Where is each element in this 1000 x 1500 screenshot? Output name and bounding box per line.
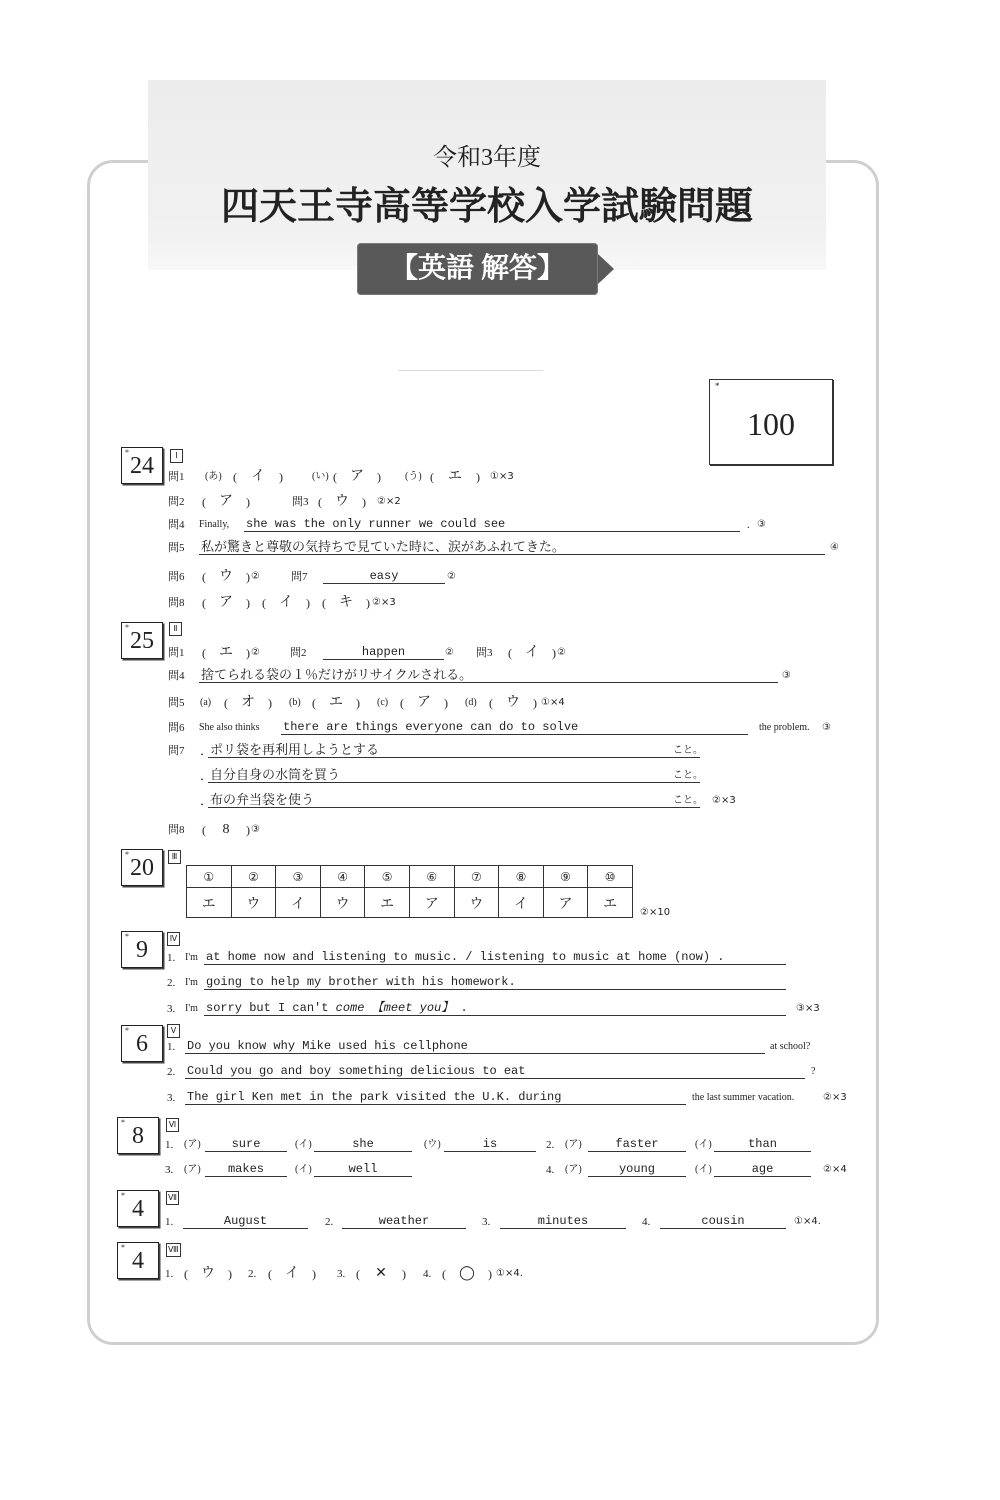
exam-title: 四天王寺高等学校入学試験問題 [220, 186, 753, 228]
s2-q1-score: ② [251, 647, 260, 658]
s5-item-3-answer: The girl Ken met in the park visited the U.K. during [185, 1088, 686, 1105]
s1-q1-b-label: (い) [312, 471, 329, 482]
s5-item-3-num: 3. [167, 1092, 176, 1104]
s2-q4-label: 問4 [168, 670, 185, 682]
s2-roman: Ⅱ [169, 622, 182, 636]
s1-q2-answer: ( ア ) [202, 492, 250, 512]
s4-score-mark: * [125, 932, 129, 941]
s2-q6-row [0, 718, 1000, 738]
exam-year: 令和3年度 [433, 145, 541, 171]
s4-item-2-prefix: I'm [185, 977, 198, 988]
s6-q3-b-label: (イ) [295, 1164, 312, 1175]
s1-q4-suffix: . [747, 519, 750, 531]
s1-q6-row [0, 567, 1000, 587]
s1-q1-score: ①×3 [490, 471, 514, 482]
s1-q5-score: ④ [830, 542, 839, 553]
s2-q5-d-answer: ( ウ ) [489, 693, 537, 713]
s6-q2-b-answer: than [714, 1135, 811, 1152]
s5-score-mark: * [125, 1026, 129, 1035]
s3-answer-cell: ウ [320, 888, 365, 918]
s6-points: 8 [132, 1123, 144, 1149]
s3-number-cell: ⑨ [543, 866, 588, 888]
s2-q1-label: 問1 [168, 647, 185, 659]
s1-q1-c-label: (う) [405, 471, 422, 482]
s2-q8-answer: ( 8 ) [202, 820, 250, 840]
s4-item-3-answer-main: sorry but I can't [206, 1001, 329, 1015]
s3-number-cell: ② [231, 866, 276, 888]
s3-number-row [187, 866, 633, 888]
s4-item-3-answer-alt: 【meet you】 [371, 1001, 454, 1015]
s1-q6-label: 問6 [168, 571, 185, 583]
s3-answer-cell: ウ [231, 888, 276, 918]
s7-row [0, 1212, 1000, 1232]
s3-answer-cell: ア [409, 888, 454, 918]
s5-item-3-suffix: the last summer vacation. [692, 1092, 795, 1103]
s3-number-cell: ① [187, 866, 232, 888]
s3-number-cell: ⑤ [365, 866, 410, 888]
s2-q7-label: 問7 [168, 745, 185, 757]
s2-q5-a-answer: ( オ ) [224, 693, 272, 713]
s3-answer-cell: ア [543, 888, 588, 918]
s4-score: ③×3 [796, 1003, 820, 1014]
s2-q1-row [0, 643, 1000, 663]
s2-q7-bullet-2: ． [200, 768, 214, 783]
s8-score: ①×4. [496, 1268, 523, 1279]
s3-answer-cell: ウ [454, 888, 499, 918]
s4-item-3-suffix: . [460, 1001, 468, 1015]
s7-item-2-answer: weather [342, 1212, 466, 1229]
s8-item-3-num: 3. [337, 1268, 346, 1280]
s6-q1-a-answer: sure [205, 1135, 287, 1152]
s4-points: 9 [136, 937, 148, 963]
s6-q2-num: 2. [546, 1139, 555, 1151]
s3-answer-cell: エ [187, 888, 232, 918]
s1-q8-row [0, 593, 1000, 613]
subject-label: 【英語 解答】 [389, 253, 565, 284]
s6-q2-a-answer: faster [588, 1135, 686, 1152]
s3-score-row [0, 903, 1000, 923]
s2-q3-label: 問3 [476, 647, 493, 659]
s5-item-2-answer: Could you go and boy something delicious to eat [185, 1062, 805, 1079]
s8-roman: Ⅷ [166, 1243, 181, 1257]
s2-q1-answer: ( エ ) [202, 643, 250, 663]
s6-q2-a-label: (ア) [565, 1139, 582, 1150]
s6-q3-a-label: (ア) [184, 1164, 201, 1175]
total-score-box [709, 379, 833, 465]
s2-q7-answer-3: 布の弁当袋を使う [208, 791, 700, 808]
s4-item-2-answer: going to help my brother with his homework. [204, 973, 786, 990]
s7-item-2-num: 2. [325, 1216, 334, 1228]
s7-points: 4 [132, 1196, 144, 1222]
s2-q5-c-key: (c) [377, 697, 389, 708]
s1-q4-score: ③ [757, 519, 766, 530]
s8-score-mark: * [121, 1243, 125, 1252]
s6-q4-a-label: (ア) [565, 1164, 582, 1175]
s2-q5-label: 問5 [168, 697, 185, 709]
s7-item-1-answer: August [183, 1212, 308, 1229]
s2-q2-label: 問2 [290, 647, 307, 659]
s2-q8-label: 問8 [168, 824, 185, 836]
s5-item-1-answer: Do you know why Mike used his cellphone [185, 1037, 765, 1054]
s6-q1-a-label: (ア) [184, 1139, 201, 1150]
s2-score-mark: * [125, 623, 129, 632]
s7-score: ①×4. [794, 1216, 821, 1227]
s2-q2-score: ② [445, 647, 454, 658]
s1-q1-a-answer: ( イ ) [233, 467, 283, 487]
s2-q5-c-answer: ( ア ) [400, 693, 448, 713]
s2-q7-answer-2: 自分自身の水筒を買う [208, 766, 700, 783]
s2-q5-d-key: (d) [465, 697, 477, 708]
s6-q4-num: 4. [546, 1164, 555, 1176]
s6-q1-b-answer: she [314, 1135, 412, 1152]
s1-q5-row [0, 538, 1000, 558]
s1-score-mark: * [125, 448, 129, 457]
s3-answer-cell: イ [276, 888, 321, 918]
s1-q4-label: 問4 [168, 519, 185, 531]
s7-item-3-answer: minutes [500, 1212, 626, 1229]
s6-score: ②×4 [823, 1164, 847, 1175]
s2-q7-suffix-3: こと。 [673, 795, 703, 806]
s6-roman: Ⅵ [166, 1118, 179, 1132]
s2-q7-answer-1: ポリ袋を再利用しようとする [208, 741, 700, 758]
s5-item-2-suffix: ? [811, 1066, 816, 1077]
s4-item-1-answer: at home now and listening to music. / listening to music at home (now) . [204, 948, 786, 965]
s1-q6-score: ② [251, 571, 260, 582]
s6-q1-num: 1. [165, 1139, 174, 1151]
s7-item-3-num: 3. [482, 1216, 491, 1228]
s1-roman: Ⅰ [170, 449, 183, 463]
s6-q4-b-label: (イ) [695, 1164, 712, 1175]
s2-q7-bullet-3: ． [200, 793, 214, 808]
s2-q2-answer: happen [323, 643, 444, 660]
s5-item-2-num: 2. [167, 1066, 176, 1078]
s3-answer-cell: イ [499, 888, 544, 918]
s3-number-cell: ③ [276, 866, 321, 888]
s2-q7-row-1 [0, 741, 1000, 761]
s2-q5-b-key: (b) [289, 697, 301, 708]
s4-item-3-prefix: I'm [185, 1003, 198, 1014]
s1-q4-answer: she was the only runner we could see [244, 515, 740, 532]
s2-q4-score: ③ [782, 670, 791, 681]
s1-q8-answer-3: ( キ ) [322, 593, 370, 613]
s1-q2-label: 問2 [168, 496, 185, 508]
s2-q7-row-3 [0, 791, 1000, 811]
s3-score: ②×10 [640, 907, 671, 918]
badge-arrow-icon [598, 254, 614, 284]
s1-q7-label: 問7 [291, 571, 308, 583]
s1-q7-score: ② [447, 571, 456, 582]
s2-q3-answer: ( イ ) [508, 643, 556, 663]
s2-q6-answer: there are things everyone can do to solve [281, 718, 748, 735]
s8-item-1-answer: ( ウ ) [184, 1264, 232, 1284]
s6-q4-b-answer: age [714, 1160, 811, 1177]
divider [398, 370, 543, 371]
s5-item-1-suffix: at school? [770, 1041, 811, 1052]
s8-item-4-num: 4. [423, 1268, 432, 1280]
s3-roman: Ⅲ [168, 850, 181, 864]
s2-q5-row [0, 693, 1000, 713]
s6-q3-b-answer: well [314, 1160, 412, 1177]
s7-item-1-num: 1. [165, 1216, 174, 1228]
s1-q1-c-answer: ( エ ) [430, 467, 480, 487]
s6-q4-a-answer: young [588, 1160, 686, 1177]
s6-q1-b-label: (イ) [295, 1139, 312, 1150]
s2-q7-suffix-2: こと。 [673, 770, 703, 781]
s4-item-3-answer-italic: come [335, 1001, 365, 1015]
s1-q1-label: 問1 [168, 471, 185, 483]
s6-q2-b-label: (イ) [695, 1139, 712, 1150]
s1-q1-a-label: (あ) [205, 471, 222, 482]
s2-q7-suffix-1: こと。 [673, 745, 703, 756]
s7-score-mark: * [121, 1191, 125, 1200]
s1-q1-b-answer: ( ア ) [333, 467, 381, 487]
s2-q3-score: ② [557, 647, 566, 658]
s1-q5-answer: 私が驚きと尊敬の気持ちで見ていた時に、涙があふれてきた。 [199, 538, 825, 555]
s4-item-3-row [0, 999, 1000, 1019]
s1-q8-answer-1: ( ア ) [202, 593, 250, 613]
s8-item-2-answer: ( イ ) [268, 1264, 316, 1284]
s1-q2-row [0, 492, 1000, 512]
s3-answer-cell: エ [365, 888, 410, 918]
s1-q3-answer: ( ウ ) [318, 492, 366, 512]
s3-score-mark: * [125, 850, 129, 859]
s2-q5-score: ①×4 [541, 697, 565, 708]
s4-item-2-row [0, 973, 1000, 993]
s2-q5-b-answer: ( エ ) [312, 693, 360, 713]
s8-row [0, 1264, 1000, 1284]
s7-item-4-num: 4. [642, 1216, 651, 1228]
s6-q1-c-label: (ウ) [424, 1139, 441, 1150]
s5-item-1-num: 1. [167, 1041, 176, 1053]
s1-q3-score: ②×2 [377, 496, 401, 507]
s4-item-1-row [0, 948, 1000, 968]
s1-q7-answer: easy [323, 567, 445, 584]
s3-number-cell: ④ [320, 866, 365, 888]
s4-item-1-prefix: I'm [185, 952, 198, 963]
s2-points: 25 [130, 628, 154, 654]
s2-q7-score: ②×3 [712, 795, 736, 806]
s4-item-3-answer [204, 999, 786, 1016]
s1-q4-prefix: Finally, [199, 519, 230, 530]
s3-number-cell: ⑩ [588, 866, 633, 888]
s2-q8-row [0, 820, 1000, 840]
s1-q4-row [0, 515, 1000, 535]
s3-answer-cell: エ [588, 888, 633, 918]
s4-item-1-num: 1. [167, 952, 176, 964]
s4-roman: Ⅳ [167, 932, 180, 946]
s5-item-2-row [0, 1062, 1000, 1082]
s2-q6-suffix: the problem. [759, 722, 810, 733]
s4-item-3-num: 3. [167, 1003, 176, 1015]
s2-q7-bullet-1: ． [200, 743, 214, 758]
s3-number-cell: ⑥ [409, 866, 454, 888]
s1-q3-label: 問3 [292, 496, 309, 508]
total-score-mark: * [715, 381, 720, 391]
s7-roman: Ⅶ [166, 1191, 179, 1205]
s1-q8-score: ②×3 [372, 597, 396, 608]
subject-badge [357, 243, 598, 295]
s6-q1-c-answer: is [444, 1135, 536, 1152]
header-band [148, 80, 826, 270]
s2-q6-label: 問6 [168, 722, 185, 734]
s8-item-4-answer: ( ◯ ) [442, 1264, 492, 1284]
s3-number-cell: ⑧ [499, 866, 544, 888]
s4-item-2-num: 2. [167, 977, 176, 989]
s6-row-1 [0, 1135, 1000, 1155]
s6-row-2 [0, 1160, 1000, 1180]
s6-q3-a-answer: makes [205, 1160, 287, 1177]
s5-roman: Ⅴ [167, 1024, 180, 1038]
s1-q8-label: 問8 [168, 597, 185, 609]
s1-q5-label: 問5 [168, 542, 185, 554]
s6-score-mark: * [121, 1118, 125, 1127]
s2-q6-prefix: She also thinks [199, 722, 260, 733]
s8-item-3-answer: ( ✕ ) [356, 1264, 406, 1284]
s3-score-box [121, 849, 163, 886]
s1-q1-row [0, 467, 1000, 487]
s2-q4-answer: 捨てられる袋の１％だけがリサイクルされる。 [199, 666, 778, 683]
s2-q6-score: ③ [822, 722, 831, 733]
s5-item-3-row [0, 1088, 1000, 1108]
s8-points: 4 [132, 1248, 144, 1274]
s1-q6-answer: ( ウ ) [202, 567, 250, 587]
s3-number-cell: ⑦ [454, 866, 499, 888]
total-score: 100 [747, 406, 795, 442]
s1-points: 24 [130, 453, 154, 479]
s8-item-2-num: 2. [248, 1268, 257, 1280]
s2-q8-score: ③ [251, 824, 260, 835]
s3-points: 20 [130, 855, 154, 881]
s6-q3-num: 3. [165, 1164, 174, 1176]
s1-q8-answer-2: ( イ ) [262, 593, 310, 613]
s5-score: ②×3 [823, 1092, 847, 1103]
s5-item-1-row [0, 1037, 1000, 1057]
s2-q7-row-2 [0, 766, 1000, 786]
s7-item-4-answer: cousin [660, 1212, 786, 1229]
s5-points: 6 [136, 1031, 148, 1057]
s8-item-1-num: 1. [165, 1268, 174, 1280]
s2-q5-a-key: (a) [200, 697, 212, 708]
s2-q4-row [0, 666, 1000, 686]
